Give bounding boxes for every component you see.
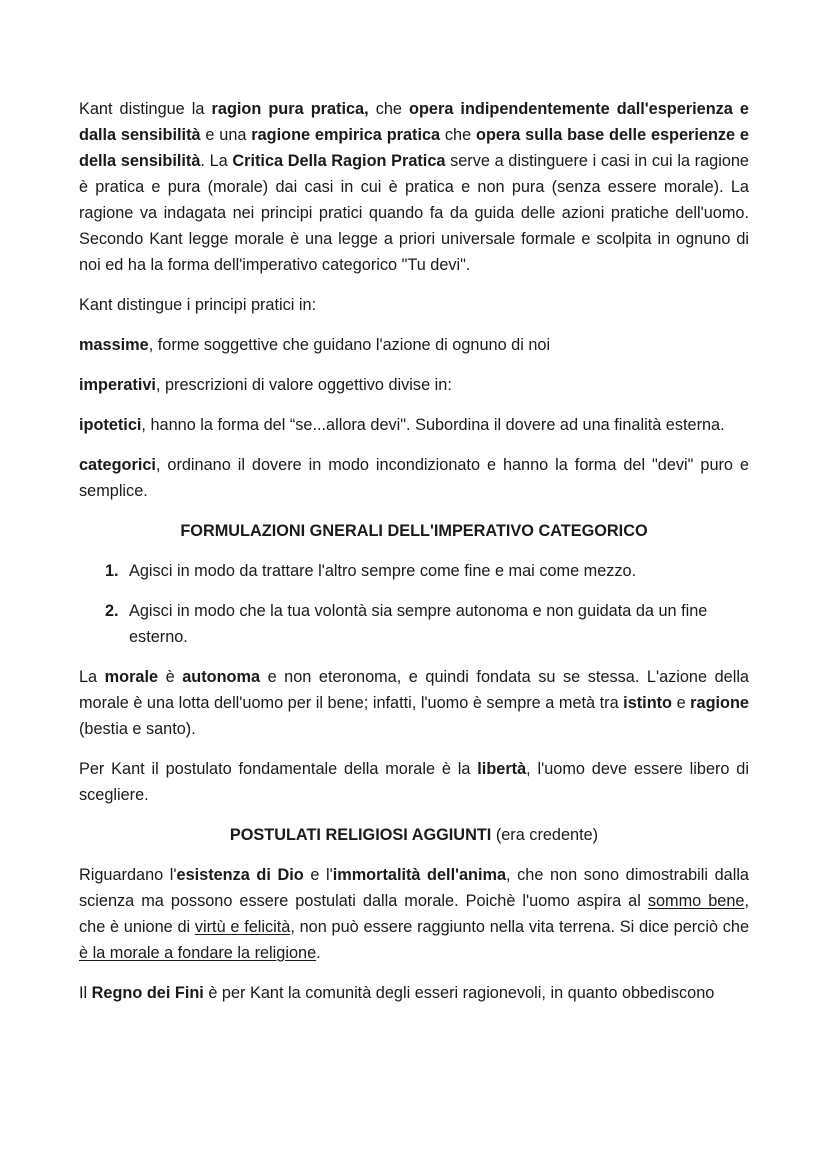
document-body bbox=[79, 96, 749, 1006]
paragraph-massime: massime, forme soggettive che guidano l'azione di ognuno di noi bbox=[79, 336, 551, 354]
list-item: 1. Agisci in modo da trattare l'altro sempre come fine e mai come mezzo. bbox=[105, 562, 637, 580]
paragraph-imperativi: imperativi, prescrizioni di valore oggettivo divise in: bbox=[79, 376, 452, 394]
numbered-list bbox=[79, 558, 749, 650]
paragraph-liberta: Per Kant il postulato fondamentale della morale è la libertà, l'uomo deve essere libero di scegliere. bbox=[79, 760, 749, 804]
paragraph-morale-autonoma: La morale è autonoma e non eteronoma, e quindi fondata su se stessa. L'azione della morale è una lotta dell'uomo per il bene; infatti, l'uomo è sempre a metà tra istinto e ragione (bestia e santo). bbox=[79, 668, 749, 738]
paragraph-categorici: categorici, ordinano il dovere in modo incondizionato e hanno la forma del "devi" puro e semplice. bbox=[79, 456, 749, 500]
paragraph-principi-pratici: Kant distingue i principi pratici in: bbox=[79, 296, 317, 314]
paragraph-regno-fini: Il Regno dei Fini è per Kant la comunità degli esseri ragionevoli, in quanto obbediscono bbox=[79, 984, 715, 1002]
list-item: 2. Agisci in modo che la tua volontà sia sempre autonoma e non guidata da un fine esterno. bbox=[105, 602, 708, 646]
paragraph-ragion-pratica: Kant distingue la ragion pura pratica, che opera indipendentemente dall'esperienza e dalla sensibilità e una ragione empirica pratica che opera sulla base delle esperienze e della sensibilità. La Critica Della Ragion Pratica serve a distinguere i casi in cui la ragione è pratica e pura (morale) dai casi in cui è pratica e non pura (senza essere morale). La ragione va indagata nei principi pratici quando fa da guida delle azioni pratiche dell'uomo. Secondo Kant legge morale è una legge a priori universale formale e scolpita in ognuno di noi ed ha la forma dell'imperativo categorico "Tu devi". bbox=[79, 100, 749, 274]
paragraph-ipotetici: ipotetici, hanno la forma del “se...allora devi". Subordina il dovere ad una finalità esterna. bbox=[79, 416, 725, 434]
heading-postulati: POSTULATI RELIGIOSI AGGIUNTI (era credente) bbox=[229, 826, 599, 844]
heading-formulazioni: FORMULAZIONI GNERALI DELL'IMPERATIVO CATEGORICO bbox=[180, 522, 648, 540]
paragraph-dio-anima: Riguardano l'esistenza di Dio e l'immortalità dell'anima, che non sono dimostrabili dalla scienza ma possono essere postulati dalla morale. Poichè l'uomo aspira al sommo bene, che è unione di virtù e felicità, non può essere raggiunto nella vita terrena. Si dice perciò che è la morale a fondare la religione. bbox=[79, 866, 749, 962]
